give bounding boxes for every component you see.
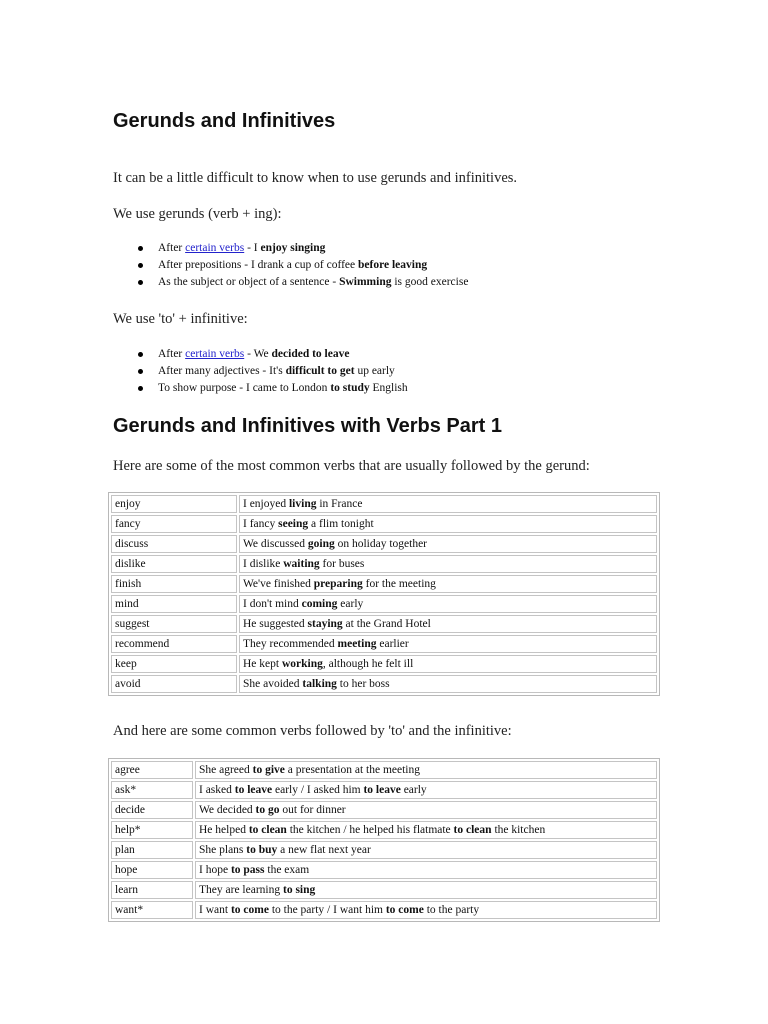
example-text: , although he felt ill [322,658,414,670]
table-row [111,595,657,613]
verb-cell: ask* [111,781,193,799]
example-text: the kitchen / he helped his flatmate [286,824,454,836]
verb-cell: recommend [111,635,237,653]
list-item-text: After [158,242,186,254]
section-heading: Gerunds and Infinitives with Verbs Part 1 [113,415,502,437]
intro-paragraph: It can be a little difficult to know when to use gerunds and infinitives. [113,170,518,186]
example-text: We've finished [243,578,314,590]
list-item [138,274,468,291]
example-text: a presentation at the meeting [284,764,420,776]
example-cell [195,821,657,839]
list-item-text: up early [354,365,395,377]
list-item-text: - I [244,242,261,254]
list-item-text: English [369,382,408,394]
list-item-text: To show purpose - I came to London [158,382,331,394]
infinitive-table-intro: And here are some common verbs followed by 'to' and the infinitive: [113,723,512,739]
example-bold: going [307,538,335,550]
list-item [138,346,408,363]
gerund-verbs-table [108,492,660,696]
example-bold: Swimming [339,276,392,288]
example-bold: enjoy singing [260,242,326,254]
list-item [138,240,468,257]
verb-cell: plan [111,841,193,859]
example-bold: waiting [283,558,320,570]
example-bold: preparing [313,578,363,590]
infinitive-verbs-table [108,758,660,922]
example-text: for buses [319,558,365,570]
verb-cell: help* [111,821,193,839]
example-text: I dislike [243,558,284,570]
certain-verbs-link[interactable]: certain verbs [185,348,245,360]
list-item [138,380,408,397]
table-row [111,841,657,859]
table-row [111,781,657,799]
table-row [111,761,657,779]
example-text: earlier [376,638,409,650]
example-cell [195,781,657,799]
verb-cell: fancy [111,515,237,533]
example-text: I hope [199,864,231,876]
table-row [111,495,657,513]
example-cell [195,861,657,879]
example-text: to the party [423,904,480,916]
table-row [111,615,657,633]
verb-cell: discuss [111,535,237,553]
example-cell [195,901,657,919]
table-row [111,635,657,653]
list-item-text: After many adjectives - It's [158,365,286,377]
verb-cell: hope [111,861,193,879]
table-row [111,881,657,899]
infinitive-uses-list [138,346,408,397]
example-text: I enjoyed [243,498,289,510]
example-bold: to come [230,904,269,916]
verb-cell: agree [111,761,193,779]
verb-cell: want* [111,901,193,919]
example-text: early [337,598,364,610]
verb-cell: dislike [111,555,237,573]
gerund-lead-paragraph: We use gerunds (verb + ing): [113,206,282,222]
example-cell [239,555,657,573]
table-row [111,655,657,673]
verb-cell: mind [111,595,237,613]
table-row [111,515,657,533]
table-row [111,901,657,919]
example-cell [195,801,657,819]
example-text: on holiday together [334,538,428,550]
gerund-uses-list [138,240,468,291]
example-text: We decided [199,804,256,816]
example-bold: seeing [278,518,309,530]
list-item-text: After prepositions - I drank a cup of coffee [158,259,359,271]
example-text: early / I asked him [272,784,364,796]
example-text: to her boss [336,678,390,690]
example-bold: to clean [248,824,287,836]
example-text: They recommended [243,638,338,650]
table-row [111,821,657,839]
example-cell [195,881,657,899]
example-text: He kept [243,658,282,670]
example-text: the exam [264,864,310,876]
verb-cell: learn [111,881,193,899]
table-row [111,861,657,879]
verb-cell: keep [111,655,237,673]
list-item-text: is good exercise [391,276,469,288]
example-bold: to pass [230,864,265,876]
example-text: I fancy [243,518,279,530]
example-text: in France [316,498,363,510]
example-cell [239,655,657,673]
example-text: I don't mind [243,598,302,610]
example-cell [239,635,657,653]
example-text: the kitchen [491,824,546,836]
list-item [138,257,468,274]
example-cell [239,675,657,693]
list-item [138,363,408,380]
example-bold: to leave [363,784,401,796]
table-row [111,675,657,693]
certain-verbs-link[interactable]: certain verbs [185,242,245,254]
example-text: I want [199,904,231,916]
example-cell [195,841,657,859]
example-cell [239,515,657,533]
example-text: She agreed [199,764,253,776]
table-row [111,535,657,553]
example-text: a flim tonight [308,518,374,530]
list-item-text: - We [244,348,272,360]
example-cell [239,535,657,553]
gerund-table-intro: Here are some of the most common verbs that are usually followed by the gerund: [113,458,590,474]
example-bold: to clean [453,824,492,836]
example-cell [239,575,657,593]
example-text: for the meeting [362,578,436,590]
verb-cell: enjoy [111,495,237,513]
example-cell [239,495,657,513]
example-bold: living [288,498,317,510]
example-text: early [400,784,427,796]
example-text: at the Grand Hotel [342,618,431,630]
example-bold: talking [302,678,337,690]
example-text: He suggested [243,618,308,630]
example-bold: decided to leave [271,348,350,360]
example-bold: difficult to get [285,365,355,377]
example-bold: meeting [337,638,377,650]
table-row [111,801,657,819]
example-bold: staying [307,618,343,630]
example-text: He helped [199,824,249,836]
example-bold: to study [330,382,370,394]
example-bold: coming [301,598,338,610]
example-text: They are learning [199,884,283,896]
example-text: She plans [199,844,247,856]
example-bold: before leaving [358,259,428,271]
example-cell [239,615,657,633]
example-text: She avoided [243,678,303,690]
example-bold: working [281,658,323,670]
example-bold: to buy [246,844,278,856]
verb-cell: decide [111,801,193,819]
example-text: I asked [199,784,235,796]
example-bold: to go [255,804,280,816]
verb-cell: finish [111,575,237,593]
table-row [111,555,657,573]
example-bold: to sing [282,884,316,896]
table-row [111,575,657,593]
verb-cell: suggest [111,615,237,633]
example-text: to the party / I want him [268,904,386,916]
example-cell [239,595,657,613]
page-title: Gerunds and Infinitives [113,110,336,132]
example-text: We discussed [243,538,308,550]
example-text: a new flat next year [277,844,371,856]
example-text: out for dinner [279,804,346,816]
verb-cell: avoid [111,675,237,693]
example-bold: to come [385,904,424,916]
infinitive-lead-paragraph: We use 'to' + infinitive: [113,311,248,327]
list-item-text: After [158,348,186,360]
list-item-text: As the subject or object of a sentence - [158,276,340,288]
example-bold: to leave [234,784,273,796]
example-cell [195,761,657,779]
example-bold: to give [252,764,285,776]
